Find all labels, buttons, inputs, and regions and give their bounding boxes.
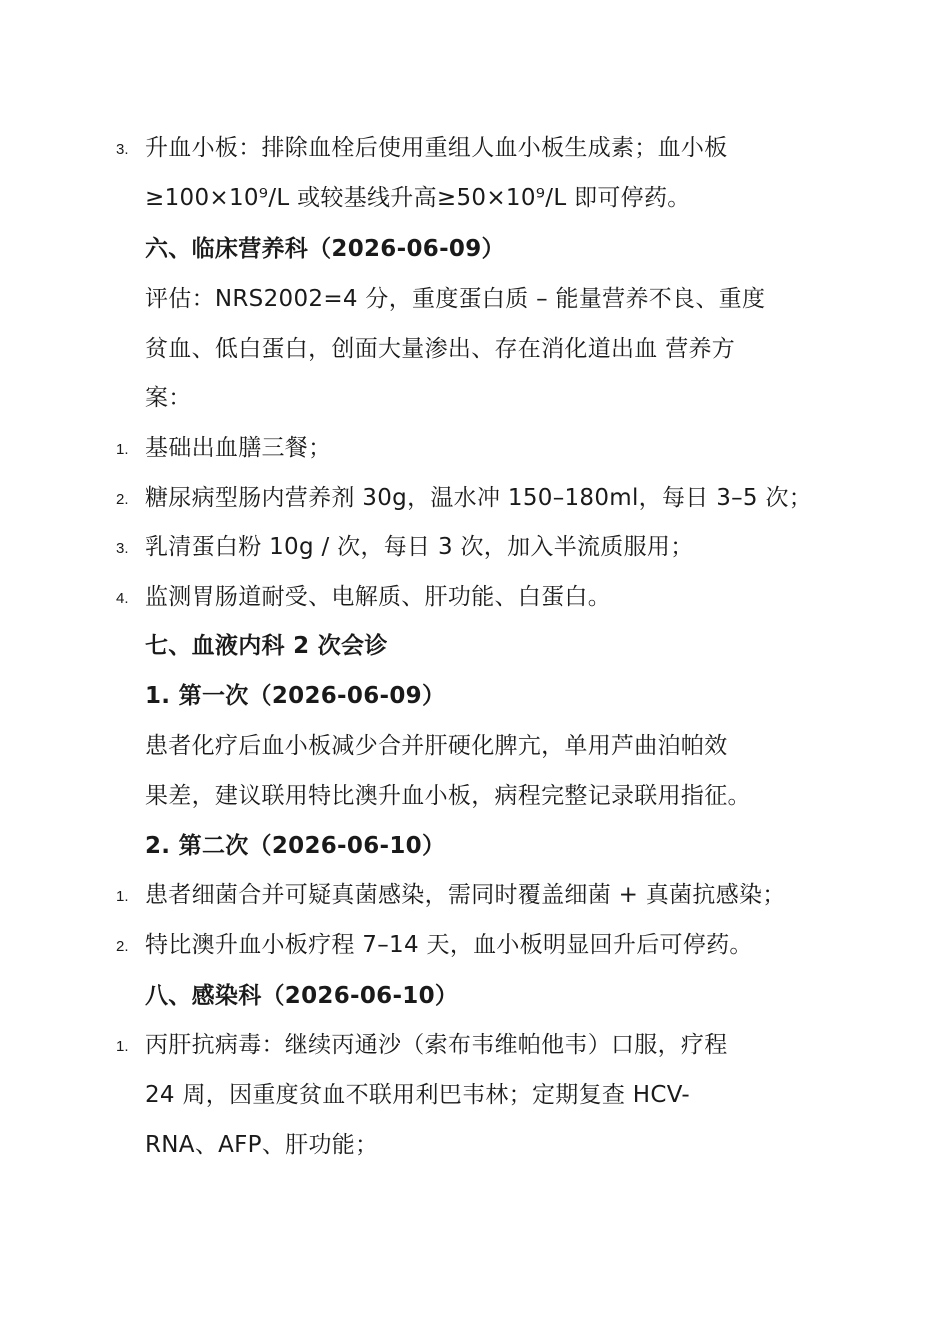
list-number: 1.: [116, 1038, 129, 1055]
text-line: 基础出血膳三餐；: [145, 435, 332, 461]
text-line: 案：: [145, 385, 192, 411]
list-number: 1.: [116, 888, 129, 905]
text-line: 24 周，因重度贫血不联用利巴韦林；定期复查 HCV-: [145, 1082, 691, 1108]
text-line: RNA、AFP、肝功能；: [145, 1132, 379, 1158]
text-line: 果差，建议联用特比澳升血小板，病程完整记录联用指征。: [145, 783, 751, 809]
text-line: 患者细菌合并可疑真菌感染，需同时覆盖细菌 + 真菌抗感染；: [145, 882, 786, 908]
section-heading: 七、血液内科 2 次会诊: [145, 633, 388, 659]
text-line: ≥100×10⁹/L 或较基线升高≥50×10⁹/L 即可停药。: [145, 185, 691, 211]
text-line: 监测胃肠道耐受、电解质、肝功能、白蛋白。: [145, 584, 611, 610]
text-line: 丙肝抗病毒：继续丙通沙（索布韦维帕他韦）口服，疗程: [145, 1032, 728, 1058]
list-number: 3.: [116, 141, 129, 158]
text-line: 患者化疗后血小板减少合并肝硬化脾亢，单用芦曲泊帕效: [145, 733, 728, 759]
list-number: 3.: [116, 540, 129, 557]
section-heading: 八、感染科（2026-06-10）: [145, 983, 459, 1009]
text-line: 糖尿病型肠内营养剂 30g，温水冲 150–180ml，每日 3–5 次；: [145, 485, 813, 511]
list-number: 1.: [116, 441, 129, 458]
text-line: 升血小板：排除血栓后使用重组人血小板生成素；血小板: [145, 135, 728, 161]
section-heading: 1. 第一次（2026-06-09）: [145, 683, 446, 709]
text-line: 乳清蛋白粉 10g / 次，每日 3 次，加入半流质服用；: [145, 534, 694, 560]
text-line: 特比澳升血小板疗程 7–14 天，血小板明显回升后可停药。: [145, 932, 753, 958]
list-number: 2.: [116, 491, 129, 508]
section-heading: 六、临床营养科（2026-06-09）: [145, 236, 505, 262]
text-line: 贫血、低白蛋白，创面大量渗出、存在消化道出血 营养方: [145, 336, 736, 362]
list-number: 2.: [116, 938, 129, 955]
section-heading: 2. 第二次（2026-06-10）: [145, 833, 446, 859]
text-line: 评估：NRS2002=4 分，重度蛋白质 – 能量营养不良、重度: [145, 286, 766, 312]
list-number: 4.: [116, 590, 129, 607]
